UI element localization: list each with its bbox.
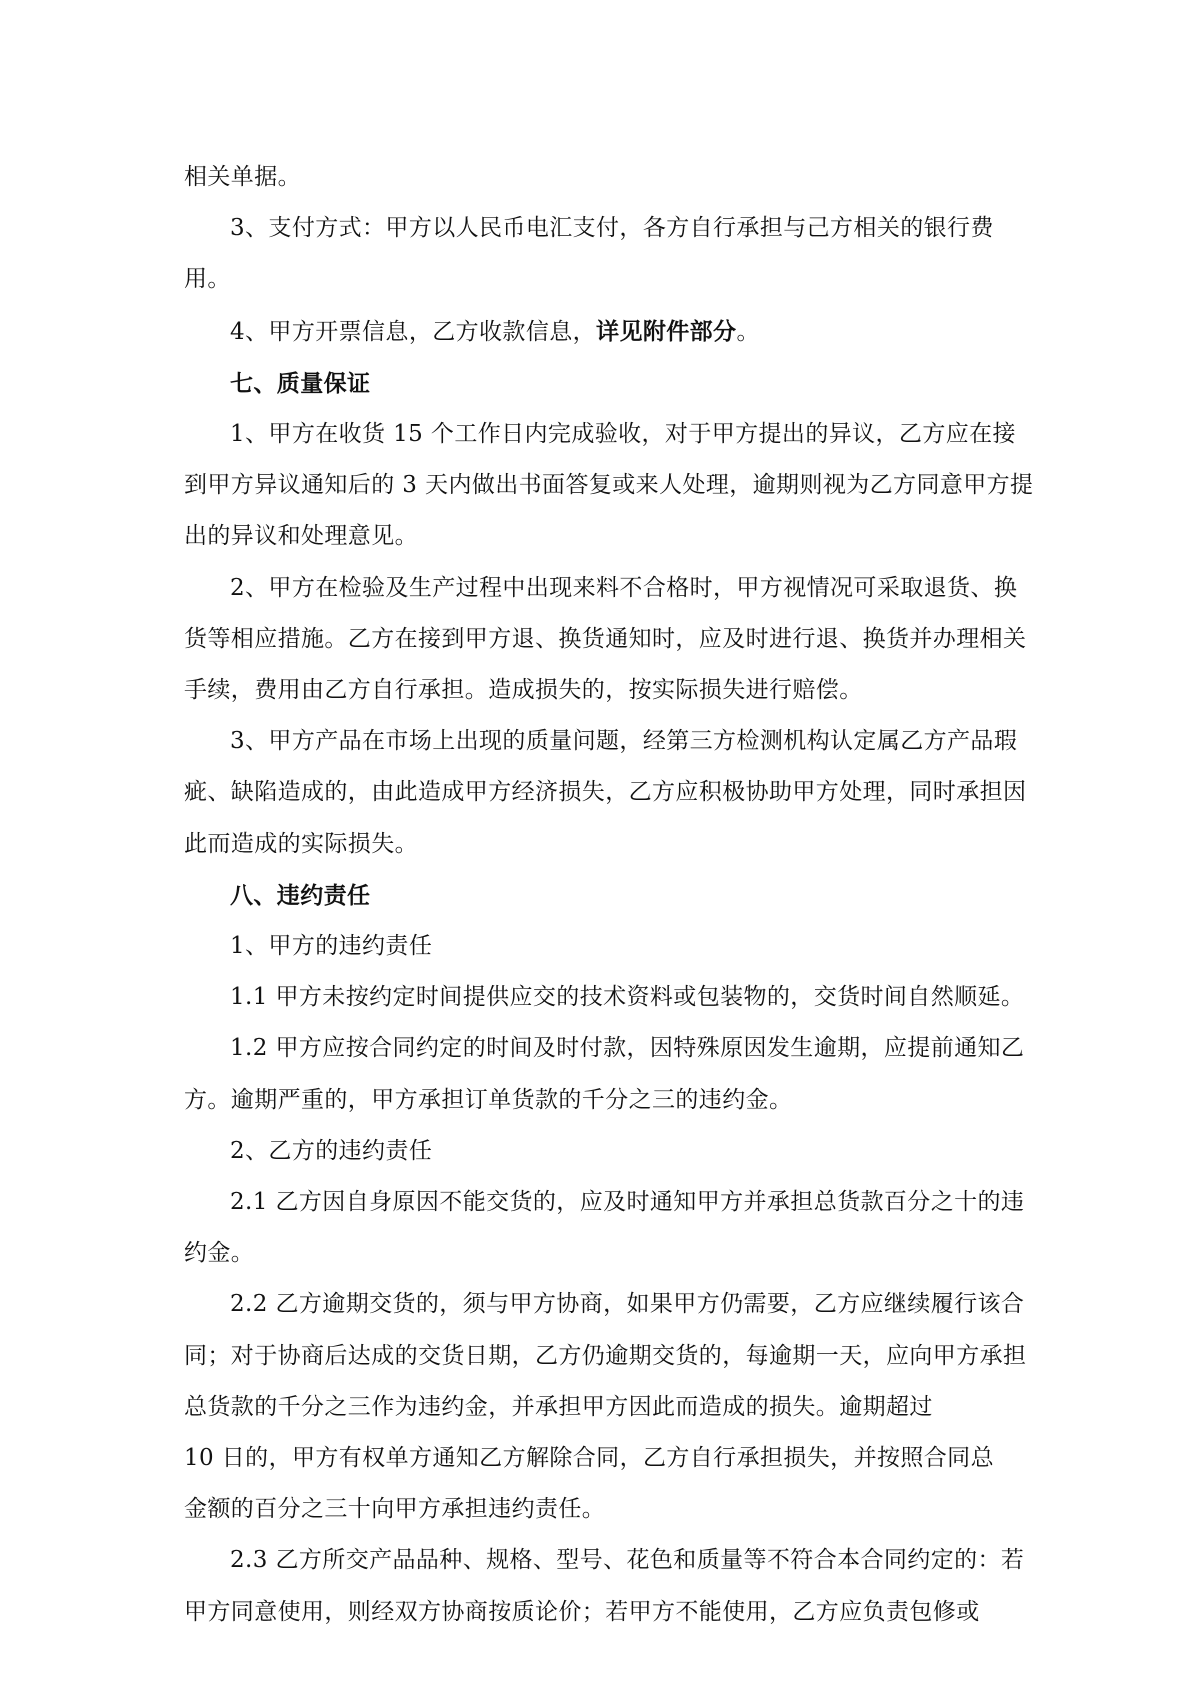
paragraph: 3、支付方式：甲方以人民币电汇支付，各方自行承担与己方相关的银行费用。 — [184, 215, 994, 293]
paragraph: 2.1 乙方因自身原因不能交货的，应及时通知甲方并承担总货款百分之十的违约金。 — [184, 1189, 1025, 1267]
paragraph: 2.3 乙方所交产品品种、规格、型号、花色和质量等不符合本合同约定的：若甲方同意使用，则经双方协商按质论价；若甲方不能使用，乙方应负责包修或 — [184, 1547, 1025, 1625]
paragraph: 金额的百分之三十向甲方承担违约责任。 — [184, 1496, 606, 1523]
paragraph: 10 日的，甲方有权单方通知乙方解除合同，乙方自行承担损失，并按照合同总 — [184, 1445, 994, 1472]
document-body — [184, 152, 1034, 1638]
paragraph: 3、甲方产品在市场上出现的质量问题，经第三方检测机构认定属乙方产品瑕疵、缺陷造成的，由此造成甲方经济损失，乙方应积极协助甲方处理，同时承担因此而造成的实际损失。 — [184, 728, 1027, 857]
paragraph: 2.2 乙方逾期交货的，须与甲方协商，如果甲方仍需要，乙方应继续履行该合同；对于协商后达成的交货日期，乙方仍逾期交货的，每逾期一天，应向甲方承担总货款的千分之三作为违约金，并承担甲方因此而造成的损失。逾期超过 — [184, 1291, 1027, 1420]
paragraph: 1.2 甲方应按合同约定的时间及时付款，因特殊原因发生逾期，应提前通知乙方。逾期严重的，甲方承担订单货款的千分之三的违约金。 — [184, 1035, 1025, 1113]
section-heading: 七、质量保证 — [230, 369, 371, 397]
paragraph-tail: 。 — [736, 318, 760, 345]
paragraph: 1、甲方的违约责任 — [230, 933, 433, 960]
paragraph-bold-text: 详见附件部分 — [596, 317, 737, 345]
section-heading: 八、违约责任 — [230, 881, 371, 909]
paragraph: 1、甲方在收货 15 个工作日内完成验收，对于甲方提出的异议，乙方应在接到甲方异议通知后的 3 天内做出书面答复或来人处理，逾期则视为乙方同意甲方提出的异议和处理意见。 — [184, 421, 1034, 550]
paragraph: 2、乙方的违约责任 — [230, 1137, 433, 1164]
paragraph: 2、甲方在检验及生产过程中出现来料不合格时，甲方视情况可采取退货、换货等相应措施。乙方在接到甲方退、换货通知时，应及时进行退、换货并办理相关手续，费用由乙方自行承担。造成损失的，按实际损失进行赔偿。 — [184, 574, 1027, 704]
paragraph — [184, 306, 1034, 358]
paragraph: 相关单据。 — [184, 164, 301, 190]
paragraph: 1.1 甲方未按约定时间提供应交的技术资料或包装物的，交货时间自然顺延。 — [230, 984, 1025, 1011]
paragraph-text: 4、甲方开票信息，乙方收款信息， — [230, 318, 597, 345]
